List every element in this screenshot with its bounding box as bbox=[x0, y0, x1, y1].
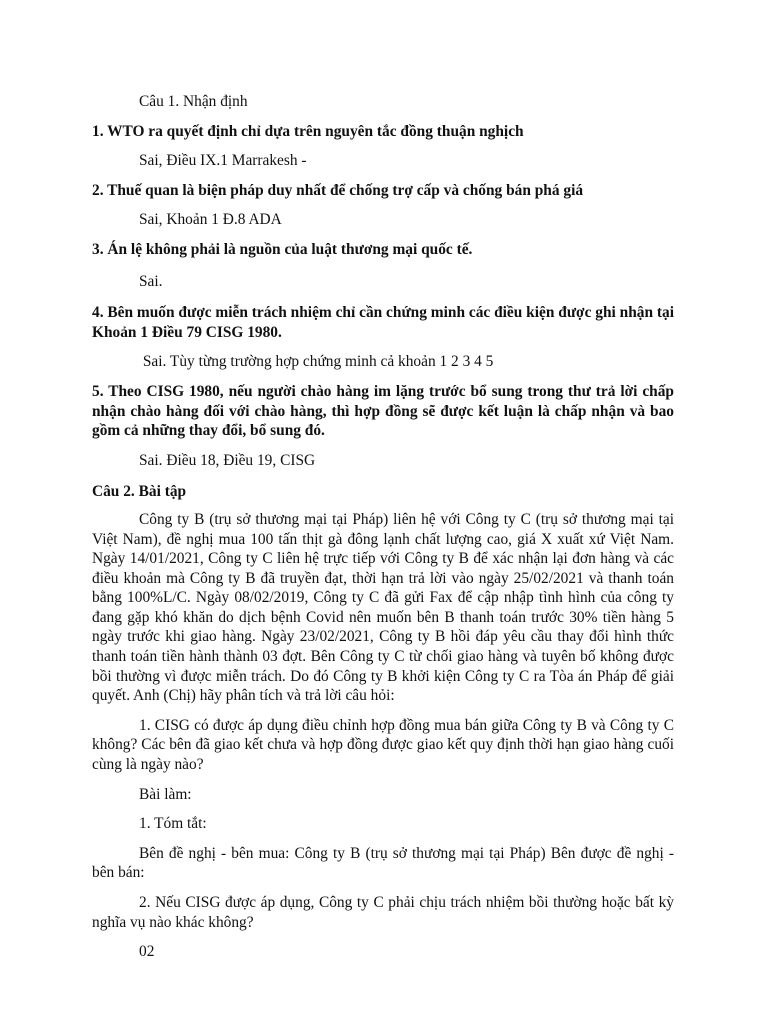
cau1-heading: Câu 1. Nhận định bbox=[139, 93, 248, 110]
question-1: 1. CISG có được áp dụng điều chỉnh hợp đồng mua bán giữa Công ty B và Công ty C không? Các bên đã giao kết chưa và hợp đồng được giao kết quy định thời hạn giao hàng cuối cùng là ngày nào? bbox=[92, 716, 674, 774]
question-2: 2. Nếu CISG được áp dụng, Công ty C phải chịu trách nhiệm bồi thường hoặc bất kỳ nghĩa vụ nào khác không? bbox=[92, 894, 674, 931]
bai-lam-label: Bài làm: bbox=[139, 785, 192, 803]
page-number: 02 bbox=[139, 943, 155, 961]
statement-2-answer: Sai, Khoản 1 Đ.8 ADA bbox=[139, 211, 282, 229]
statement-4-question: 4. Bên muốn được miễn trách nhiệm chỉ cần chứng minh các điều kiện được ghi nhận tại Khoản 1 Điều 79 CISG 1980. bbox=[92, 304, 674, 341]
statement-5-question: 5. Theo CISG 1980, nếu người chào hàng im lặng trước bổ sung trong thư trả lời chấp nhận chào hàng đối với chào hàng, thì hợp đồng sẽ được kết luận là chấp nhận và bao gồm cả những thay đổi, bổ sung đó. bbox=[92, 382, 674, 440]
statement-4-answer: Sai. Tùy từng trường hợp chứng minh cả khoản 1 2 3 4 5 bbox=[139, 353, 494, 371]
tom-tat-label: 1. Tóm tắt: bbox=[139, 815, 207, 833]
document-body bbox=[92, 92, 674, 962]
statement-3-answer: Sai. bbox=[139, 272, 163, 290]
statement-1-answer: Sai, Điều IX.1 Marrakesh - bbox=[139, 152, 307, 170]
parties-summary: Bên đề nghị - bên mua: Công ty B (trụ sở thương mại tại Pháp) Bên được đề nghị - bên bán: bbox=[92, 844, 674, 882]
case-paragraph: Công ty B (trụ sở thương mại tại Pháp) liên hệ với Công ty C (trụ sở thương mại tại Việt Nam), đề nghị mua 100 tấn thịt gà đông lạnh chất lượng cao, giá X xuất xứ Việt Nam. Ngày 14/01/2021, Công ty C liên hệ trực tiếp với Công ty B để xác nhận lại đơn hàng và các điều khoản mà Công ty B đã truyền đạt, thời hạn trả lời vào ngày 25/02/2021 và thanh toán bằng 100%L/C. Ngày 08/02/2019, Công ty C đã gửi Fax để cập nhập tình hình của công ty đang gặp khó khăn do dịch bệnh Covid nên muốn bên B thanh toán trước 30% tiền hàng 5 ngày trước khi giao hàng. Ngày 23/02/2021, Công ty B hồi đáp yêu cầu thay đổi hình thức thanh toán tiền hành thành 03 đợt. Bên Công ty C từ chối giao hàng và tuyên bố không được bồi thường vì được miễn trách. Do đó Công ty B khởi kiện Công ty C ra Tòa án Pháp để giải quyết. Anh (Chị) hãy phân tích và trả lời câu hỏi: bbox=[92, 510, 674, 705]
statement-1-question: 1. WTO ra quyết định chỉ dựa trên nguyên tắc đồng thuận nghịch bbox=[92, 122, 524, 140]
statement-2-question: 2. Thuế quan là biện pháp duy nhất để chống trợ cấp và chống bán phá giá bbox=[92, 181, 584, 199]
cau2-heading: Câu 2. Bài tập bbox=[92, 483, 187, 501]
statement-3-question: 3. Án lệ không phải là nguồn của luật thương mại quốc tế. bbox=[92, 240, 473, 258]
statement-5-answer: Sai. Điều 18, Điều 19, CISG bbox=[139, 451, 316, 469]
